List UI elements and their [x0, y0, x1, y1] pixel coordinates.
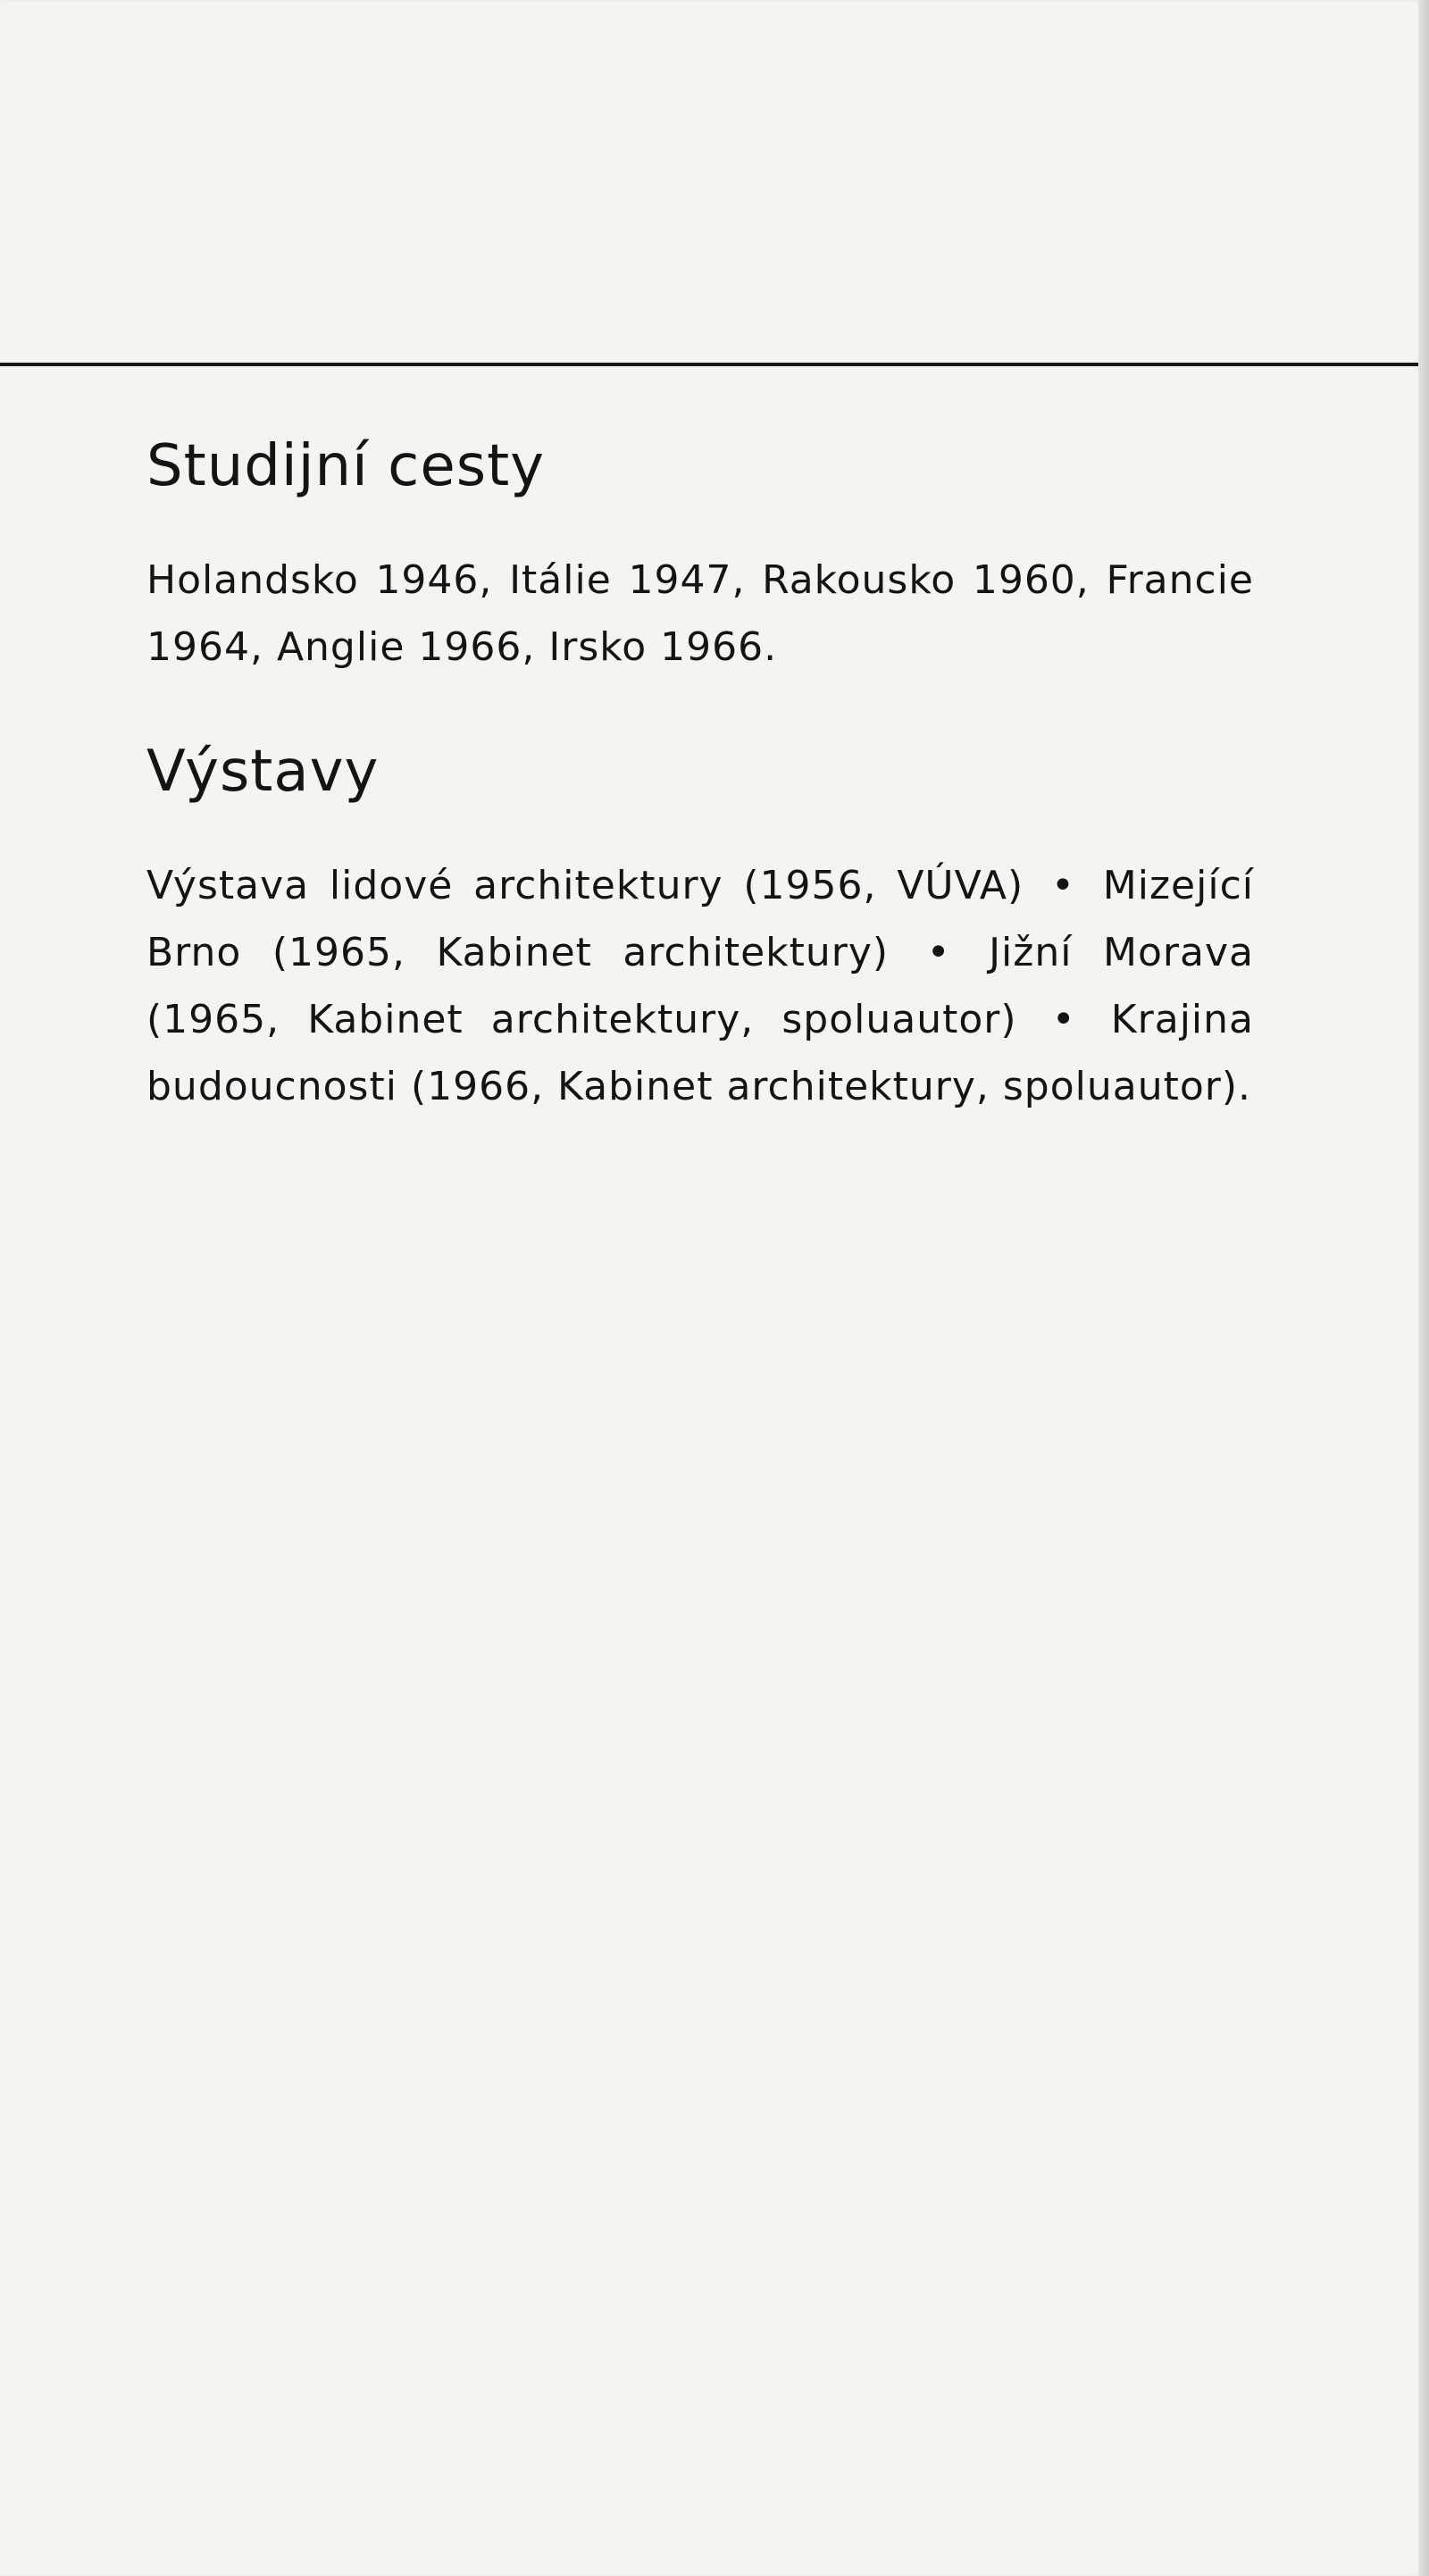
bullet-separator: •	[1051, 863, 1075, 908]
section-heading-study-trips: Studijní cesty	[146, 433, 546, 499]
study-trips-text: Holandsko 1946, Itálie 1947, Rakousko 1960, Francie 1964, Anglie 1966, Irsko 1966.	[146, 557, 1254, 670]
section-heading-exhibitions: Výstavy	[146, 739, 380, 805]
exhibition-item: Krajina budoucnosti (1966, Kabinet architektury, spoluautor).	[146, 997, 1254, 1109]
exhibition-item: Výstava lidové architektury (1956, VÚVA)	[146, 863, 1024, 908]
bullet-separator: •	[926, 930, 951, 975]
horizontal-rule	[0, 363, 1425, 366]
exhibition-item: Jižní Morava (1965, Kabinet architektury, spoluautor)	[146, 930, 1254, 1042]
page-edge	[1418, 0, 1429, 2576]
bullet-separator: •	[1051, 997, 1076, 1042]
exhibitions-text	[146, 852, 1254, 1120]
exhibition-item: Mizející Brno (1965, Kabinet architektury)	[146, 863, 1254, 975]
content	[146, 420, 1254, 1120]
